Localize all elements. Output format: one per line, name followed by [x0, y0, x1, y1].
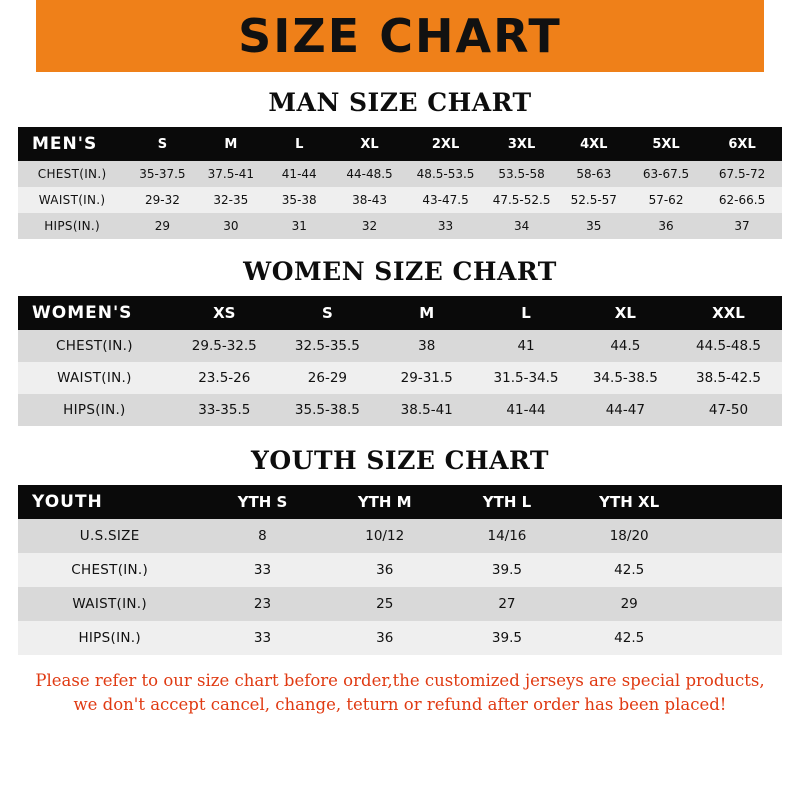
column-header: YOUTH [32, 492, 103, 512]
table-cell: 62-66.5 [718, 193, 766, 207]
table-cell: 39.5 [491, 562, 522, 578]
row-label: WAIST(IN.) [57, 370, 132, 386]
row-label: CHEST(IN.) [71, 562, 149, 578]
youth-section-title: YOUTH SIZE CHART [251, 446, 549, 475]
table-cell: 14/16 [487, 528, 527, 544]
table-row [18, 213, 782, 239]
footer-note-line-2: we don't accept cancel, change, teturn or refund after order has been placed! [73, 694, 727, 714]
column-header: M [419, 304, 435, 322]
table-cell-spacer [690, 587, 782, 621]
row-label: HIPS(IN.) [78, 630, 141, 646]
column-header: YTH XL [599, 493, 660, 511]
table-cell: 35 [586, 219, 602, 233]
table-cell: 44-48.5 [346, 167, 393, 181]
man-size-table [18, 127, 782, 239]
column-header: 5XL [652, 136, 680, 152]
column-header: MEN'S [32, 134, 98, 154]
table-cell: 27 [498, 596, 516, 612]
table-cell: 34.5-38.5 [592, 370, 658, 386]
table-header-row [18, 485, 782, 519]
column-header: 3XL [507, 136, 536, 152]
table-cell: 10/12 [365, 528, 405, 544]
table-cell: 29-32 [144, 193, 180, 207]
column-header: WOMEN'S [32, 303, 133, 323]
column-header: S [322, 304, 333, 322]
table-row [18, 161, 782, 187]
column-header: XS [213, 304, 236, 322]
table-cell: 30 [223, 219, 239, 233]
women-size-table [18, 296, 782, 426]
row-label: WAIST(IN.) [72, 596, 147, 612]
column-header: YTH M [357, 493, 412, 511]
table-cell: 39.5 [491, 630, 522, 646]
table-cell: 8 [258, 528, 267, 544]
table-cell: 36 [376, 562, 394, 578]
table-cell: 18/20 [609, 528, 649, 544]
row-label: HIPS(IN.) [44, 219, 101, 233]
table-row [18, 187, 782, 213]
table-cell: 35.5-38.5 [294, 402, 360, 418]
table-cell: 38.5-41 [400, 402, 453, 418]
table-cell: 31.5-34.5 [493, 370, 559, 386]
column-header: 4XL [580, 136, 608, 152]
row-label: CHEST(IN.) [37, 167, 107, 181]
column-header: XL [360, 136, 379, 152]
table-cell: 33 [253, 630, 272, 646]
table-cell: 41-44 [506, 402, 546, 418]
column-header: L [521, 304, 531, 322]
table-header-row [18, 296, 782, 330]
column-header: S [157, 136, 168, 152]
banner-left-block [0, 0, 36, 72]
table-cell: 32 [361, 219, 378, 233]
table-cell: 38.5-42.5 [696, 370, 761, 386]
table-cell: 31 [291, 219, 307, 233]
table-cell: 47-50 [708, 402, 749, 418]
footer-note-line-1: Please refer to our size chart before order,the customized jerseys are special products, [35, 671, 765, 690]
table-cell: 44-47 [605, 402, 645, 418]
table-cell: 32-35 [213, 193, 249, 207]
table-cell: 43-47.5 [422, 193, 469, 207]
column-header: 2XL [431, 136, 460, 152]
table-row [18, 330, 782, 362]
table-cell: 36 [376, 630, 394, 646]
table-cell: 41 [517, 338, 535, 354]
table-cell: 47.5-52.5 [492, 193, 551, 207]
table-cell: 37.5-41 [207, 167, 254, 181]
table-cell-spacer [690, 519, 782, 553]
table-row [18, 621, 782, 655]
table-cell: 26-29 [307, 370, 348, 386]
table-cell: 29.5-32.5 [191, 338, 257, 354]
table-cell: 23.5-26 [198, 370, 251, 386]
table-cell: 33 [437, 219, 454, 233]
table-row [18, 394, 782, 426]
table-cell: 48.5-53.5 [416, 167, 475, 181]
table-cell: 33-35.5 [198, 402, 251, 418]
youth-size-table [18, 485, 782, 655]
table-cell: 32.5-35.5 [294, 338, 360, 354]
table-cell: 44.5 [610, 338, 641, 354]
table-cell: 53.5-58 [498, 167, 545, 181]
table-cell: 41-44 [281, 167, 317, 181]
table-cell: 44.5-48.5 [696, 338, 761, 354]
table-cell: 63-67.5 [642, 167, 690, 181]
row-label: CHEST(IN.) [55, 338, 133, 354]
table-cell: 38 [418, 338, 436, 354]
table-cell: 42.5 [614, 630, 645, 646]
table-row [18, 587, 782, 621]
man-section-title: MAN SIZE CHART [268, 88, 532, 117]
table-cell-spacer [690, 621, 782, 655]
table-cell: 36 [658, 219, 674, 233]
table-cell: 57-62 [648, 193, 684, 207]
table-row [18, 553, 782, 587]
table-cell: 25 [376, 596, 394, 612]
table-cell: 38-43 [352, 193, 387, 207]
table-cell-spacer [690, 553, 782, 587]
table-header-row [18, 127, 782, 161]
table-cell: 37 [734, 219, 750, 233]
row-label: HIPS(IN.) [63, 402, 126, 418]
column-header: 6XL [728, 136, 756, 152]
table-row [18, 362, 782, 394]
table-cell: 35-37.5 [139, 167, 186, 181]
table-cell: 67.5-72 [718, 167, 766, 181]
table-cell: 52.5-57 [570, 193, 617, 207]
page-title: SIZE CHART [238, 9, 562, 63]
footer-note [18, 669, 782, 717]
column-header: YTH L [482, 493, 532, 511]
column-header: L [295, 136, 304, 152]
column-header: XL [614, 304, 636, 322]
table-row [18, 519, 782, 553]
chart-content [0, 88, 800, 717]
row-label: WAIST(IN.) [38, 193, 106, 207]
banner-right-block [764, 0, 800, 72]
column-header: M [224, 136, 238, 152]
women-section-title: WOMEN SIZE CHART [243, 257, 557, 286]
column-header-spacer [690, 485, 782, 519]
column-header: YTH S [237, 493, 288, 511]
table-cell: 29-31.5 [400, 370, 453, 386]
table-cell: 34 [513, 219, 530, 233]
table-cell: 23 [253, 596, 272, 612]
table-cell: 42.5 [614, 562, 645, 578]
table-cell: 58-63 [576, 167, 612, 181]
column-header: XXL [712, 304, 745, 322]
table-cell: 29 [620, 596, 638, 612]
table-cell: 35-38 [281, 193, 317, 207]
table-cell: 29 [154, 219, 171, 233]
row-label: U.S.SIZE [79, 528, 140, 544]
header-banner [0, 0, 800, 72]
table-cell: 33 [253, 562, 272, 578]
